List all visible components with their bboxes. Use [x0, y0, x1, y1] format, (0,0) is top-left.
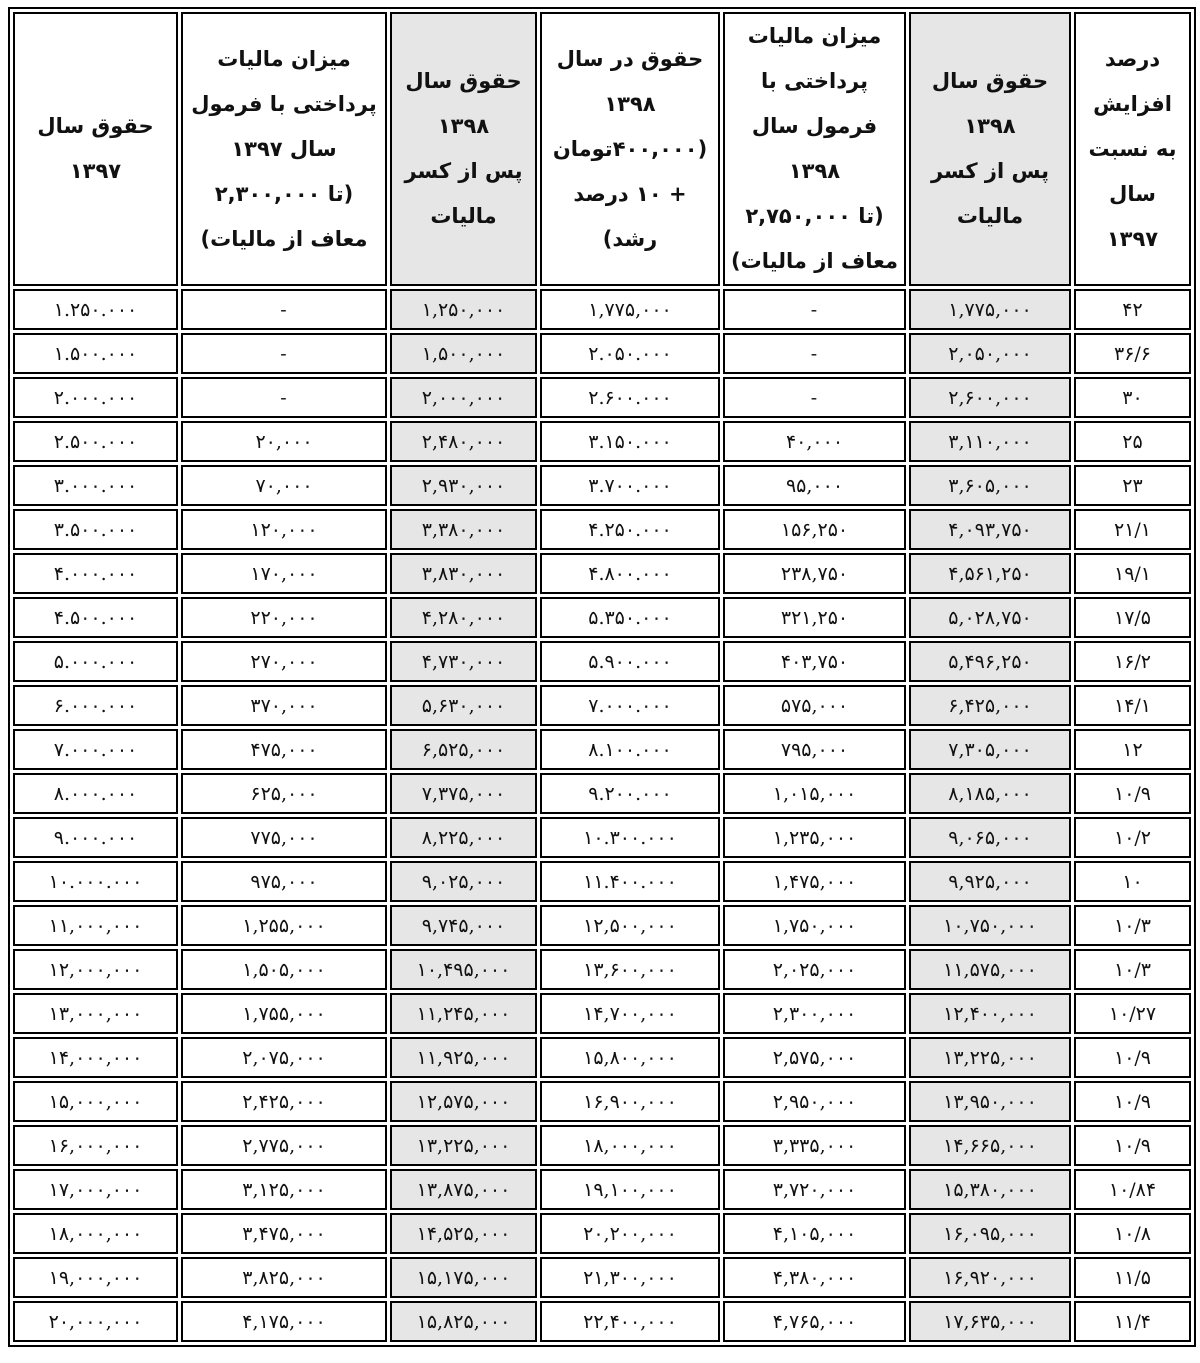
cell-tax-1397: ۲,۰۷۵,۰۰۰ [181, 1037, 387, 1078]
cell-tax-1397: ۶۲۵,۰۰۰ [181, 773, 387, 814]
table-row [13, 377, 1191, 418]
cell-tax-1398: ۷۹۵,۰۰۰ [723, 729, 906, 770]
cell-tax-1398: ۴,۷۶۵,۰۰۰ [723, 1301, 906, 1342]
cell-tax-1397: ۹۷۵,۰۰۰ [181, 861, 387, 902]
cell-increase-percent: ۱۲ [1074, 729, 1191, 770]
cell-net-salary-1398-a: ۵,۶۳۰,۰۰۰ [390, 685, 537, 726]
header-row [13, 12, 1191, 286]
cell-gross-salary-1398: ۱۲,۵۰۰,۰۰۰ [540, 905, 720, 946]
cell-gross-salary-1398: ۲.۶۰۰.۰۰۰ [540, 377, 720, 418]
cell-tax-1397: ۷۰,۰۰۰ [181, 465, 387, 506]
cell-increase-percent: ۱۰/۲۷ [1074, 993, 1191, 1034]
cell-tax-1398: ۴۰,۰۰۰ [723, 421, 906, 462]
table-row [13, 421, 1191, 462]
cell-increase-percent: ۱۰/۳ [1074, 905, 1191, 946]
cell-increase-percent: ۱۰/۹ [1074, 1125, 1191, 1166]
cell-salary-1397: ۱.۵۰۰.۰۰۰ [13, 333, 178, 374]
cell-net-salary-1398-a: ۴,۷۳۰,۰۰۰ [390, 641, 537, 682]
cell-net-salary-1398-b: ۱۰,۷۵۰,۰۰۰ [909, 905, 1071, 946]
cell-salary-1397: ۱۷,۰۰۰,۰۰۰ [13, 1169, 178, 1210]
cell-salary-1397: ۱۵,۰۰۰,۰۰۰ [13, 1081, 178, 1122]
cell-tax-1397: ۲۲۰,۰۰۰ [181, 597, 387, 638]
cell-tax-1397: ۳,۱۲۵,۰۰۰ [181, 1169, 387, 1210]
cell-net-salary-1398-b: ۱۳,۹۵۰,۰۰۰ [909, 1081, 1071, 1122]
cell-increase-percent: ۱۹/۱ [1074, 553, 1191, 594]
cell-salary-1397: ۱۸,۰۰۰,۰۰۰ [13, 1213, 178, 1254]
cell-tax-1397: ۱۷۰,۰۰۰ [181, 553, 387, 594]
cell-tax-1398: - [723, 289, 906, 330]
cell-tax-1398: ۲,۳۰۰,۰۰۰ [723, 993, 906, 1034]
cell-salary-1397: ۱.۲۵۰.۰۰۰ [13, 289, 178, 330]
cell-tax-1397: - [181, 289, 387, 330]
table-row [13, 729, 1191, 770]
cell-tax-1398: ۴,۳۸۰,۰۰۰ [723, 1257, 906, 1298]
cell-tax-1398: ۱,۰۱۵,۰۰۰ [723, 773, 906, 814]
cell-tax-1398: ۲,۹۵۰,۰۰۰ [723, 1081, 906, 1122]
cell-tax-1397: ۳,۸۲۵,۰۰۰ [181, 1257, 387, 1298]
cell-tax-1398: ۱۵۶,۲۵۰ [723, 509, 906, 550]
cell-gross-salary-1398: ۳.۱۵۰.۰۰۰ [540, 421, 720, 462]
header-tax-1398-formula: میزان مالیات پرداختی با فرمول سال ۱۳۹۸ (تا ۲,۷۵۰,۰۰۰ معاف از مالیات) [723, 12, 906, 286]
cell-salary-1397: ۳.۰۰۰.۰۰۰ [13, 465, 178, 506]
cell-net-salary-1398-b: ۱۲,۴۰۰,۰۰۰ [909, 993, 1071, 1034]
table-row [13, 905, 1191, 946]
cell-net-salary-1398-b: ۳,۱۱۰,۰۰۰ [909, 421, 1071, 462]
cell-tax-1398: ۱,۲۳۵,۰۰۰ [723, 817, 906, 858]
cell-gross-salary-1398: ۳.۷۰۰.۰۰۰ [540, 465, 720, 506]
cell-tax-1398: - [723, 333, 906, 374]
cell-net-salary-1398-a: ۱۰,۴۹۵,۰۰۰ [390, 949, 537, 990]
cell-tax-1397: ۴۷۵,۰۰۰ [181, 729, 387, 770]
cell-net-salary-1398-a: ۲,۹۳۰,۰۰۰ [390, 465, 537, 506]
table-row [13, 597, 1191, 638]
cell-net-salary-1398-b: ۵,۰۲۸,۷۵۰ [909, 597, 1071, 638]
cell-increase-percent: ۱۰/۹ [1074, 1037, 1191, 1078]
cell-gross-salary-1398: ۴.۲۵۰.۰۰۰ [540, 509, 720, 550]
cell-net-salary-1398-a: ۱۱,۹۲۵,۰۰۰ [390, 1037, 537, 1078]
header-net-salary-1398-a: حقوق سال ۱۳۹۸ پس از کسر مالیات [390, 12, 537, 286]
cell-net-salary-1398-b: ۱۶,۰۹۵,۰۰۰ [909, 1213, 1071, 1254]
table-row [13, 641, 1191, 682]
cell-gross-salary-1398: ۹.۲۰۰.۰۰۰ [540, 773, 720, 814]
cell-net-salary-1398-b: ۹,۹۲۵,۰۰۰ [909, 861, 1071, 902]
cell-net-salary-1398-a: ۲,۴۸۰,۰۰۰ [390, 421, 537, 462]
table-row [13, 1125, 1191, 1166]
cell-net-salary-1398-b: ۴,۰۹۳,۷۵۰ [909, 509, 1071, 550]
cell-gross-salary-1398: ۲.۰۵۰.۰۰۰ [540, 333, 720, 374]
header-gross-salary-1398: حقوق در سال ۱۳۹۸ (۴۰۰,۰۰۰تومان + ۱۰ درصد رشد) [540, 12, 720, 286]
cell-tax-1397: ۲,۷۷۵,۰۰۰ [181, 1125, 387, 1166]
header-salary-1397: حقوق سال ۱۳۹۷ [13, 12, 178, 286]
cell-gross-salary-1398: ۱,۷۷۵,۰۰۰ [540, 289, 720, 330]
cell-tax-1397: ۳,۴۷۵,۰۰۰ [181, 1213, 387, 1254]
cell-tax-1397: ۱,۵۰۵,۰۰۰ [181, 949, 387, 990]
cell-salary-1397: ۱۴,۰۰۰,۰۰۰ [13, 1037, 178, 1078]
cell-gross-salary-1398: ۱۴,۷۰۰,۰۰۰ [540, 993, 720, 1034]
cell-net-salary-1398-a: ۹,۷۴۵,۰۰۰ [390, 905, 537, 946]
cell-net-salary-1398-a: ۱,۵۰۰,۰۰۰ [390, 333, 537, 374]
cell-net-salary-1398-b: ۱۵,۳۸۰,۰۰۰ [909, 1169, 1071, 1210]
cell-net-salary-1398-a: ۱۴,۵۲۵,۰۰۰ [390, 1213, 537, 1254]
cell-net-salary-1398-b: ۱,۷۷۵,۰۰۰ [909, 289, 1071, 330]
cell-net-salary-1398-b: ۲,۰۵۰,۰۰۰ [909, 333, 1071, 374]
cell-tax-1397: ۳۷۰,۰۰۰ [181, 685, 387, 726]
cell-net-salary-1398-b: ۱۳,۲۲۵,۰۰۰ [909, 1037, 1071, 1078]
cell-net-salary-1398-a: ۱۵,۸۲۵,۰۰۰ [390, 1301, 537, 1342]
cell-gross-salary-1398: ۱۰.۳۰۰.۰۰۰ [540, 817, 720, 858]
table-row [13, 465, 1191, 506]
cell-net-salary-1398-a: ۲,۰۰۰,۰۰۰ [390, 377, 537, 418]
salary-comparison-table [8, 7, 1196, 1347]
cell-net-salary-1398-a: ۳,۸۳۰,۰۰۰ [390, 553, 537, 594]
cell-salary-1397: ۲.۰۰۰.۰۰۰ [13, 377, 178, 418]
cell-net-salary-1398-a: ۶,۵۲۵,۰۰۰ [390, 729, 537, 770]
cell-increase-percent: ۱۱/۴ [1074, 1301, 1191, 1342]
cell-net-salary-1398-a: ۱۱,۲۴۵,۰۰۰ [390, 993, 537, 1034]
cell-increase-percent: ۲۱/۱ [1074, 509, 1191, 550]
cell-tax-1398: ۵۷۵,۰۰۰ [723, 685, 906, 726]
cell-net-salary-1398-a: ۱۵,۱۷۵,۰۰۰ [390, 1257, 537, 1298]
cell-increase-percent: ۱۰/۸۴ [1074, 1169, 1191, 1210]
cell-salary-1397: ۲.۵۰۰.۰۰۰ [13, 421, 178, 462]
cell-salary-1397: ۸.۰۰۰.۰۰۰ [13, 773, 178, 814]
cell-tax-1398: - [723, 377, 906, 418]
cell-tax-1397: ۷۷۵,۰۰۰ [181, 817, 387, 858]
salary-comparison-table-container [8, 7, 1192, 1347]
table-row [13, 1213, 1191, 1254]
cell-gross-salary-1398: ۱۸,۰۰۰,۰۰۰ [540, 1125, 720, 1166]
cell-net-salary-1398-b: ۵,۴۹۶,۲۵۰ [909, 641, 1071, 682]
cell-net-salary-1398-b: ۸,۱۸۵,۰۰۰ [909, 773, 1071, 814]
cell-increase-percent: ۱۶/۲ [1074, 641, 1191, 682]
cell-net-salary-1398-b: ۲,۶۰۰,۰۰۰ [909, 377, 1071, 418]
cell-net-salary-1398-a: ۸,۲۲۵,۰۰۰ [390, 817, 537, 858]
table-row [13, 1301, 1191, 1342]
cell-gross-salary-1398: ۱۳,۶۰۰,۰۰۰ [540, 949, 720, 990]
cell-salary-1397: ۱۳,۰۰۰,۰۰۰ [13, 993, 178, 1034]
cell-gross-salary-1398: ۱۱.۴۰۰.۰۰۰ [540, 861, 720, 902]
cell-tax-1397: ۲۷۰,۰۰۰ [181, 641, 387, 682]
table-row [13, 289, 1191, 330]
table-row [13, 773, 1191, 814]
cell-tax-1398: ۴,۱۰۵,۰۰۰ [723, 1213, 906, 1254]
cell-tax-1397: ۲۰,۰۰۰ [181, 421, 387, 462]
cell-tax-1397: ۱,۷۵۵,۰۰۰ [181, 993, 387, 1034]
cell-net-salary-1398-a: ۳,۳۸۰,۰۰۰ [390, 509, 537, 550]
cell-net-salary-1398-b: ۱۶,۹۲۰,۰۰۰ [909, 1257, 1071, 1298]
table-row [13, 949, 1191, 990]
table-row [13, 1257, 1191, 1298]
cell-net-salary-1398-a: ۱۳,۸۷۵,۰۰۰ [390, 1169, 537, 1210]
cell-net-salary-1398-a: ۱,۲۵۰,۰۰۰ [390, 289, 537, 330]
table-row [13, 509, 1191, 550]
cell-tax-1398: ۲,۰۲۵,۰۰۰ [723, 949, 906, 990]
cell-gross-salary-1398: ۱۵,۸۰۰,۰۰۰ [540, 1037, 720, 1078]
cell-tax-1398: ۳۲۱,۲۵۰ [723, 597, 906, 638]
cell-net-salary-1398-b: ۱۷,۶۳۵,۰۰۰ [909, 1301, 1071, 1342]
cell-salary-1397: ۷.۰۰۰.۰۰۰ [13, 729, 178, 770]
cell-salary-1397: ۴.۵۰۰.۰۰۰ [13, 597, 178, 638]
cell-salary-1397: ۱۲,۰۰۰,۰۰۰ [13, 949, 178, 990]
cell-gross-salary-1398: ۷.۰۰۰.۰۰۰ [540, 685, 720, 726]
table-row [13, 817, 1191, 858]
table-row [13, 553, 1191, 594]
table-row [13, 333, 1191, 374]
cell-gross-salary-1398: ۱۹,۱۰۰,۰۰۰ [540, 1169, 720, 1210]
cell-increase-percent: ۱۰/۹ [1074, 773, 1191, 814]
cell-net-salary-1398-a: ۱۲,۵۷۵,۰۰۰ [390, 1081, 537, 1122]
cell-net-salary-1398-b: ۷,۳۰۵,۰۰۰ [909, 729, 1071, 770]
cell-net-salary-1398-a: ۴,۲۸۰,۰۰۰ [390, 597, 537, 638]
cell-increase-percent: ۲۵ [1074, 421, 1191, 462]
table-row [13, 685, 1191, 726]
cell-increase-percent: ۳۶/۶ [1074, 333, 1191, 374]
cell-gross-salary-1398: ۸.۱۰۰.۰۰۰ [540, 729, 720, 770]
cell-gross-salary-1398: ۲۱,۳۰۰,۰۰۰ [540, 1257, 720, 1298]
cell-increase-percent: ۱۱/۵ [1074, 1257, 1191, 1298]
cell-salary-1397: ۱۱,۰۰۰,۰۰۰ [13, 905, 178, 946]
cell-salary-1397: ۶.۰۰۰.۰۰۰ [13, 685, 178, 726]
cell-tax-1398: ۹۵,۰۰۰ [723, 465, 906, 506]
cell-gross-salary-1398: ۲۲,۴۰۰,۰۰۰ [540, 1301, 720, 1342]
cell-increase-percent: ۱۰/۸ [1074, 1213, 1191, 1254]
cell-salary-1397: ۱۶,۰۰۰,۰۰۰ [13, 1125, 178, 1166]
cell-gross-salary-1398: ۵.۹۰۰.۰۰۰ [540, 641, 720, 682]
cell-net-salary-1398-b: ۴,۵۶۱,۲۵۰ [909, 553, 1071, 594]
cell-increase-percent: ۱۴/۱ [1074, 685, 1191, 726]
cell-tax-1397: - [181, 377, 387, 418]
cell-increase-percent: ۴۲ [1074, 289, 1191, 330]
cell-net-salary-1398-a: ۹,۰۲۵,۰۰۰ [390, 861, 537, 902]
cell-tax-1398: ۳,۳۳۵,۰۰۰ [723, 1125, 906, 1166]
table-row [13, 1037, 1191, 1078]
cell-salary-1397: ۵.۰۰۰.۰۰۰ [13, 641, 178, 682]
cell-tax-1398: ۱,۴۷۵,۰۰۰ [723, 861, 906, 902]
table-body [13, 289, 1191, 1342]
table-row [13, 861, 1191, 902]
cell-tax-1397: ۱۲۰,۰۰۰ [181, 509, 387, 550]
cell-net-salary-1398-a: ۱۳,۲۲۵,۰۰۰ [390, 1125, 537, 1166]
cell-salary-1397: ۳.۵۰۰.۰۰۰ [13, 509, 178, 550]
cell-increase-percent: ۱۰/۹ [1074, 1081, 1191, 1122]
cell-gross-salary-1398: ۱۶,۹۰۰,۰۰۰ [540, 1081, 720, 1122]
cell-gross-salary-1398: ۲۰,۲۰۰,۰۰۰ [540, 1213, 720, 1254]
cell-increase-percent: ۱۰/۳ [1074, 949, 1191, 990]
cell-net-salary-1398-a: ۷,۳۷۵,۰۰۰ [390, 773, 537, 814]
cell-increase-percent: ۳۰ [1074, 377, 1191, 418]
header-tax-1397-formula: میزان مالیات پرداختی با فرمول سال ۱۳۹۷ (تا ۲,۳۰۰,۰۰۰ معاف از مالیات) [181, 12, 387, 286]
cell-increase-percent: ۱۰ [1074, 861, 1191, 902]
table-row [13, 1081, 1191, 1122]
cell-tax-1398: ۴۰۳,۷۵۰ [723, 641, 906, 682]
cell-tax-1397: ۴,۱۷۵,۰۰۰ [181, 1301, 387, 1342]
cell-gross-salary-1398: ۴.۸۰۰.۰۰۰ [540, 553, 720, 594]
table-row [13, 993, 1191, 1034]
cell-net-salary-1398-b: ۳,۶۰۵,۰۰۰ [909, 465, 1071, 506]
cell-gross-salary-1398: ۵.۳۵۰.۰۰۰ [540, 597, 720, 638]
cell-tax-1398: ۳,۷۲۰,۰۰۰ [723, 1169, 906, 1210]
cell-net-salary-1398-b: ۱۱,۵۷۵,۰۰۰ [909, 949, 1071, 990]
cell-tax-1398: ۱,۷۵۰,۰۰۰ [723, 905, 906, 946]
cell-tax-1398: ۲۳۸,۷۵۰ [723, 553, 906, 594]
cell-increase-percent: ۱۷/۵ [1074, 597, 1191, 638]
table-row [13, 1169, 1191, 1210]
header-net-salary-1398-b: حقوق سال ۱۳۹۸ پس از کسر مالیات [909, 12, 1071, 286]
cell-net-salary-1398-b: ۶,۴۲۵,۰۰۰ [909, 685, 1071, 726]
cell-salary-1397: ۲۰,۰۰۰,۰۰۰ [13, 1301, 178, 1342]
cell-net-salary-1398-b: ۱۴,۶۶۵,۰۰۰ [909, 1125, 1071, 1166]
cell-tax-1397: - [181, 333, 387, 374]
cell-salary-1397: ۱۰.۰۰۰.۰۰۰ [13, 861, 178, 902]
cell-tax-1397: ۲,۴۲۵,۰۰۰ [181, 1081, 387, 1122]
cell-salary-1397: ۹.۰۰۰.۰۰۰ [13, 817, 178, 858]
header-increase-percent: درصد افزایش به نسبت سال ۱۳۹۷ [1074, 12, 1191, 286]
cell-increase-percent: ۱۰/۲ [1074, 817, 1191, 858]
cell-tax-1397: ۱,۲۵۵,۰۰۰ [181, 905, 387, 946]
cell-tax-1398: ۲,۵۷۵,۰۰۰ [723, 1037, 906, 1078]
cell-salary-1397: ۱۹,۰۰۰,۰۰۰ [13, 1257, 178, 1298]
cell-net-salary-1398-b: ۹,۰۶۵,۰۰۰ [909, 817, 1071, 858]
cell-salary-1397: ۴.۰۰۰.۰۰۰ [13, 553, 178, 594]
cell-increase-percent: ۲۳ [1074, 465, 1191, 506]
